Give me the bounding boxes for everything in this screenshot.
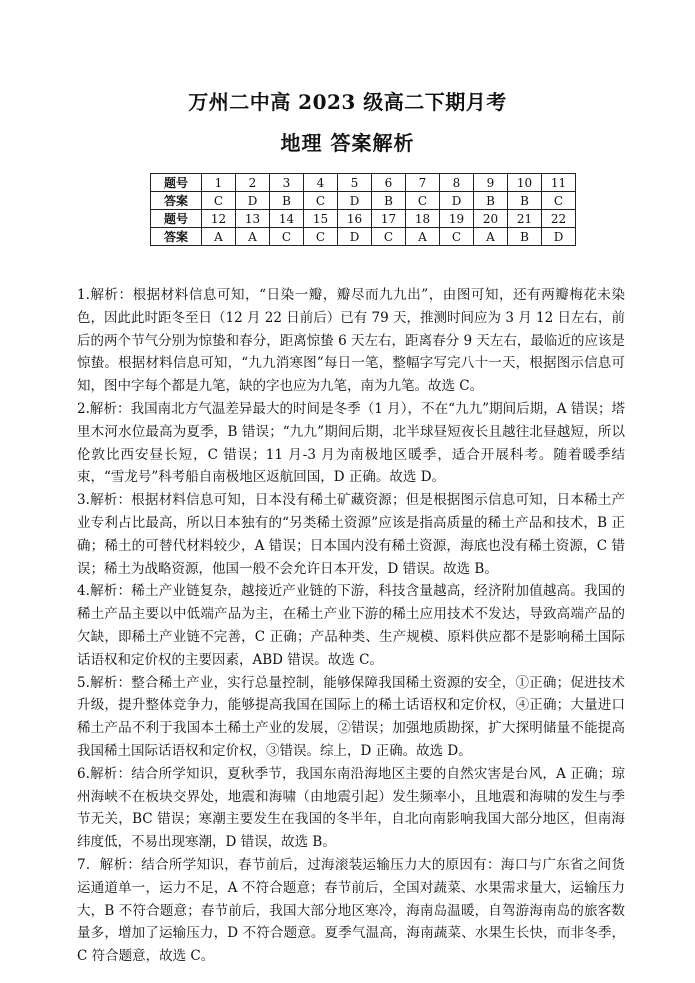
table-cell: 22	[542, 210, 576, 228]
table-cell: 6	[372, 174, 406, 192]
explanation-6: 6.解析：结合所学知识，夏秋季节，我国东南沿海地区主要的自然灾害是台风，A 正确；琼州海峡不在板块交界处，地震和海啸（由地震引起）发生频率小，且地震和海啸的发生与季节无关，BC 错误；寒潮主要发生在我国的冬半年，自北向南影响我国大部分地区，但南海纬度低，不易出现寒潮，D 错误，故选 B。	[77, 765, 625, 851]
table-row	[151, 174, 576, 192]
explanation-7: 7．解析：结合所学知识，春节前后，过海滚装运输压力大的原因有：海口与广东省之间货运通道单一，运力不足，A 不符合题意；春节前后，全国对蔬菜、水果需求量大，运输压力大，B 不符合题意；春节前后，我国大部分地区寒冷，海南岛温暖，自驾游海南岛的旅客数量多，增加了运输压力，D 不符合题意。夏季气温高，海南蔬菜、水果生长快，而非冬季，C 符合题意，故选 C。	[77, 856, 625, 965]
table-cell: A	[406, 228, 440, 246]
explanation-3: 3.解析：根据材料信息可知，日本没有稀土矿藏资源；但是根据图示信息可知，日本稀土产业专利占比最高，所以日本独有的“另类稀土资源”应该是指高质量的稀土产品和技术，B 正确；稀土的可替代材料较少，A 错误；日本国内没有稀土资源，海底也没有稀土资源，C 错误；稀土为战略资源，他国一般不会允许日本开发，D 错误。故选 B。	[77, 492, 625, 577]
table-cell: D	[440, 192, 474, 210]
table-cell: A	[474, 228, 508, 246]
table-cell: C	[304, 192, 338, 210]
table-cell: 10	[508, 174, 542, 192]
table-row-label: 题号	[151, 174, 202, 192]
table-cell: 11	[542, 174, 576, 192]
table-cell: 2	[236, 174, 270, 192]
table-cell: 5	[338, 174, 372, 192]
table-cell: 8	[440, 174, 474, 192]
table-cell: D	[338, 192, 372, 210]
table-cell: 18	[406, 210, 440, 228]
table-cell: A	[202, 228, 236, 246]
table-cell: D	[542, 228, 576, 246]
table-cell: 17	[372, 210, 406, 228]
answer-table	[150, 173, 576, 246]
explanation-4: 4.解析：稀土产业链复杂，越接近产业链的下游，科技含量越高，经济附加值越高。我国的稀土产品主要以中低端产品为主，在稀土产业下游的稀土应用技术不发达，导致高端产品的欠缺，即稀土产业链不完善，C 正确；产品种类、生产规模、原料供应都不是影响稀土国际话语权和定价权的主要因素，ABD 错误。故选 C。	[77, 583, 625, 668]
table-row	[151, 228, 576, 246]
table-cell: D	[236, 192, 270, 210]
table-cell: A	[236, 228, 270, 246]
table-cell: B	[270, 192, 304, 210]
table-cell: 12	[202, 210, 236, 228]
table-cell: C	[440, 228, 474, 246]
table-cell: B	[474, 192, 508, 210]
table-cell: 3	[270, 174, 304, 192]
explanation-5: 5.解析：整合稀土产业，实行总量控制，能够保障我国稀土资源的安全，①正确；促进技术升级，提升整体竞争力，能够提高我国在国际上的稀土话语权和定价权，④正确；大量进口稀土产品不利于我国本土稀土产业的发展，②错误；加强地质勘探，扩大探明储量不能提高我国稀土国际话语权和定价权，③错误。综上，D 正确。故选 D。	[77, 674, 625, 759]
explanation-2: 2.解析：我国南北方气温差异最大的时间是冬季（1 月），不在“九九”期间后期，A 错误；塔里木河水位最高为夏季，B 错误；“九九”期间后期，北半球昼短夜长且越往北昼越短，所以伦敦比西安昼长短，C 错误；11 月-3 月为南极地区暖季，适合开展科考。随着暖季结束，“雪龙号”科考船自南极地区返航回国，D 正确。故选 D。	[77, 400, 625, 486]
table-cell: 9	[474, 174, 508, 192]
document-subtitle: 地理 答案解析	[280, 131, 415, 155]
table-cell: 7	[406, 174, 440, 192]
table-row-label: 答案	[151, 228, 202, 246]
table-cell: B	[508, 192, 542, 210]
table-cell: 19	[440, 210, 474, 228]
table-cell: 16	[338, 210, 372, 228]
table-cell: C	[304, 228, 338, 246]
table-cell: 4	[304, 174, 338, 192]
table-cell: D	[338, 228, 372, 246]
table-cell: C	[542, 192, 576, 210]
document-title: 万州二中高 2023 级高二下期月考	[188, 90, 507, 114]
table-cell: 1	[202, 174, 236, 192]
table-cell: 21	[508, 210, 542, 228]
table-row-label: 答案	[151, 192, 202, 210]
table-cell: 14	[270, 210, 304, 228]
table-cell: C	[202, 192, 236, 210]
table-cell: 15	[304, 210, 338, 228]
explanations	[77, 284, 625, 968]
table-row	[151, 210, 576, 228]
table-row-label: 题号	[151, 210, 202, 228]
table-cell: 13	[236, 210, 270, 228]
table-cell: B	[372, 192, 406, 210]
table-row	[151, 192, 576, 210]
table-cell: C	[406, 192, 440, 210]
table-cell: 20	[474, 210, 508, 228]
table-cell: C	[372, 228, 406, 246]
table-cell: C	[270, 228, 304, 246]
table-cell: B	[508, 228, 542, 246]
explanation-1: 1.解析：根据材料信息可知，“日染一瓣，瓣尽而九九出”，由图可知，还有两瓣梅花未染色，因此此时距冬至日（12 月 22 日前后）已有 79 天，推测时间应为 3 月 12 日左右，前后的两个节气分别为惊蛰和春分，距离惊蛰 6 天左右，距离春分 9 天左右，最临近的应该是惊蛰。根据材料信息可知，“九九消寒图”每日一笔，整幅字写完八十一天，根据图示信息可知，图中字每个都是九笔，缺的字也应为九笔，南为九笔。故选 C。	[77, 287, 625, 395]
